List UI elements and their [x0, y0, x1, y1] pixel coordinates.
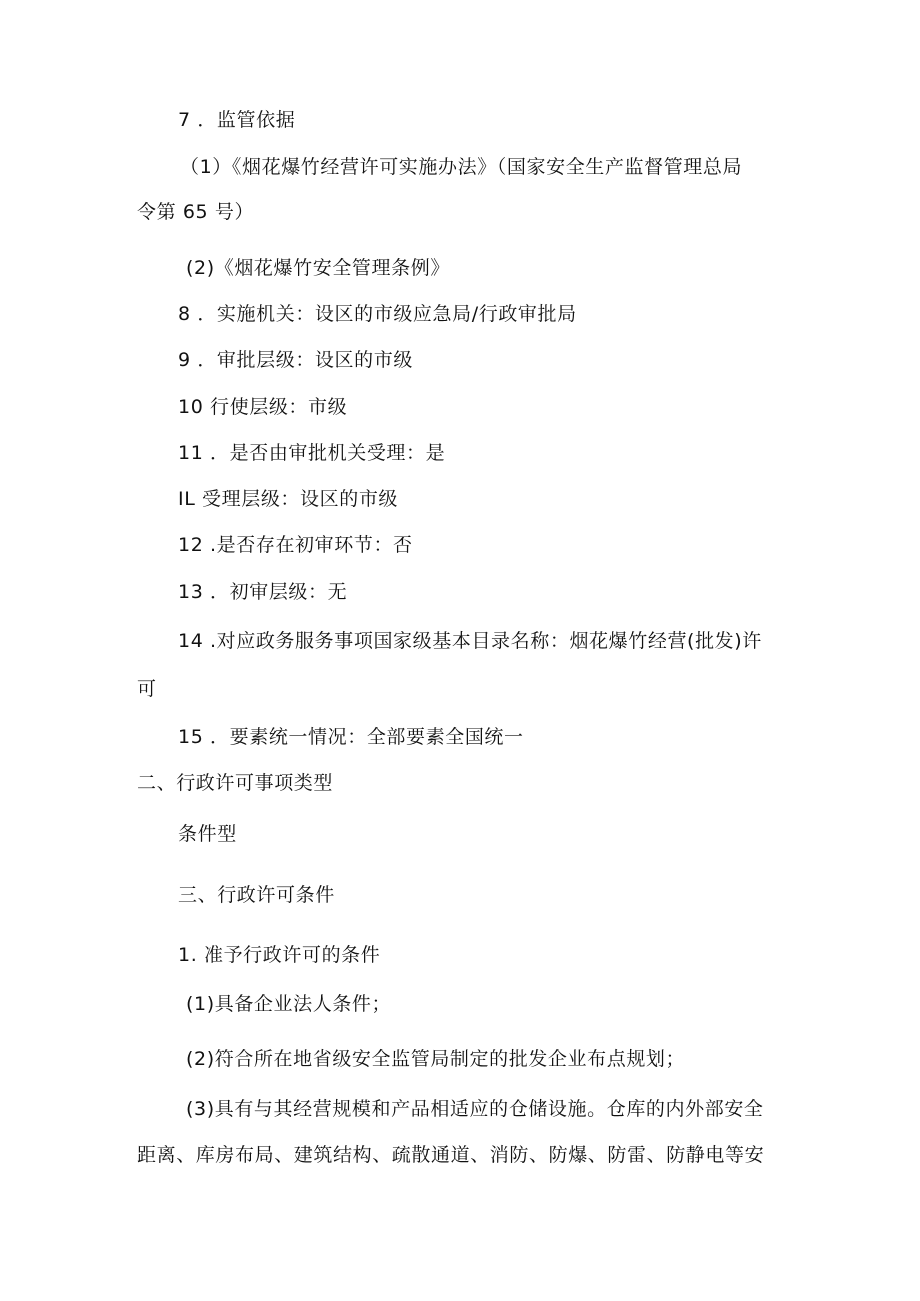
section-8: 8 ．实施机关：设区的市级应急局/行政审批局 — [178, 303, 577, 325]
condition-2: (2)符合所在地省级安全监管局制定的批发企业布点规划； — [186, 1048, 686, 1070]
section-10: 10 行使层级：市级 — [178, 396, 348, 418]
section-14: 14 .对应政务服务事项国家级基本目录名称：烟花爆竹经营(批发)许 — [178, 630, 762, 652]
condition-1: (1)具备企业法人条件； — [186, 993, 392, 1015]
basis-item-1-cont: 令第 65 号） — [137, 201, 255, 223]
condition-heading: 1. 准予行政许可的条件 — [178, 944, 381, 966]
condition-3: (3)具有与其经营规模和产品相适应的仓储设施。仓库的内外部安全 — [186, 1098, 764, 1120]
section-13: 13 ．初审层级：无 — [178, 581, 348, 603]
section-9: 9 ．审批层级：设区的市级 — [178, 349, 413, 371]
part-2-body: 条件型 — [178, 823, 237, 845]
basis-item-2: (2)《烟花爆竹安全管理条例》 — [186, 257, 450, 279]
condition-3-cont: 距离、库房布局、建筑结构、疏散通道、消防、防爆、防雷、防静电等安 — [137, 1144, 765, 1166]
section-15: 15 ．要素统一情况：全部要素全国统一 — [178, 726, 524, 748]
section-14-cont: 可 — [137, 678, 157, 700]
section-11: 11 ．是否由审批机关受理：是 — [178, 442, 446, 464]
part-3-heading: 三、行政许可条件 — [178, 884, 335, 906]
section-7-heading: 7 ．监管依据 — [178, 109, 296, 131]
section-12: 12 .是否存在初审环节：否 — [178, 534, 413, 556]
basis-item-1: （1）《烟花爆竹经营许可实施办法》（国家安全生产监督管理总局 — [180, 156, 743, 178]
part-2-heading: 二、行政许可事项类型 — [137, 772, 334, 794]
section-il: IL 受理层级：设区的市级 — [178, 488, 399, 510]
